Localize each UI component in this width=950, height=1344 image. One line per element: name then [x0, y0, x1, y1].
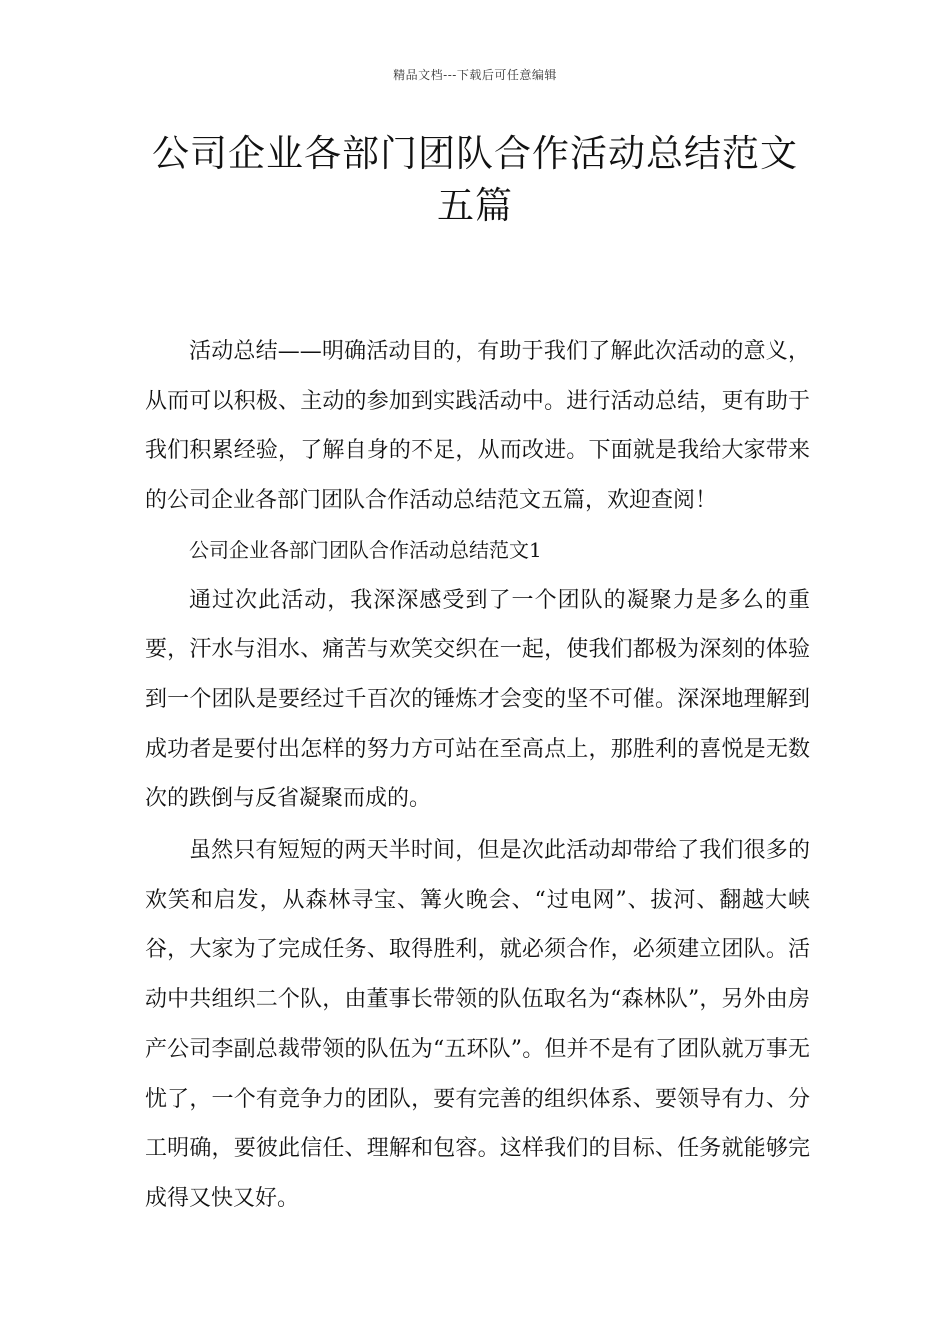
header-note: 精品文档---下载后可任意编辑 [393, 68, 557, 82]
document-title-line-1: 公司企业各部门团队合作活动总结范文 [152, 132, 798, 175]
intro-paragraph: 活动总结——明确活动目的，有助于我们了解此次活动的意义，从而可以积极、主动的参加到实践活动中。进行活动总结，更有助于我们积累经验，了解自身的不足，从而改进。下面就是我给大家带来的公司企业各部门团队合作活动总结范文五篇，欢迎查阅！ [145, 339, 810, 514]
body-paragraph-1: 通过次此活动，我深深感受到了一个团队的凝聚力是多么的重要，汗水与泪水、痛苦与欢笑交织在一起，使我们都极为深刻的体验到一个团队是要经过千百次的锤炼才会变的坚不可催。深深地理解到成功者是要付出怎样的努力方可站在至高点上，那胜利的喜悦是无数次的跌倒与反省凝聚而成的。 [145, 587, 810, 812]
body-paragraph-2: 虽然只有短短的两天半时间，但是次此活动却带给了我们很多的欢笑和启发，从森林寻宝、篝火晚会、“过电网”、拔河、翻越大峡谷，大家为了完成任务、取得胜利，就必须合作，必须建立团队。活动中共组织二个队，由董事长带领的队伍取名为“森林队”，另外由房产公司李副总裁带领的队伍为“五环队”。但并不是有了团队就万事无忧了，一个有竞争力的团队，要有完善的组织体系、要领导有力、分工明确，要彼此信任、理解和包容。这样我们的目标、任务就能够完成得又快又好。 [145, 838, 810, 1211]
section-heading: 公司企业各部门团队合作活动总结范文1 [189, 537, 542, 562]
document-title [100, 128, 850, 232]
document-title-line-2: 五篇 [437, 184, 513, 227]
document-body [145, 327, 810, 1224]
